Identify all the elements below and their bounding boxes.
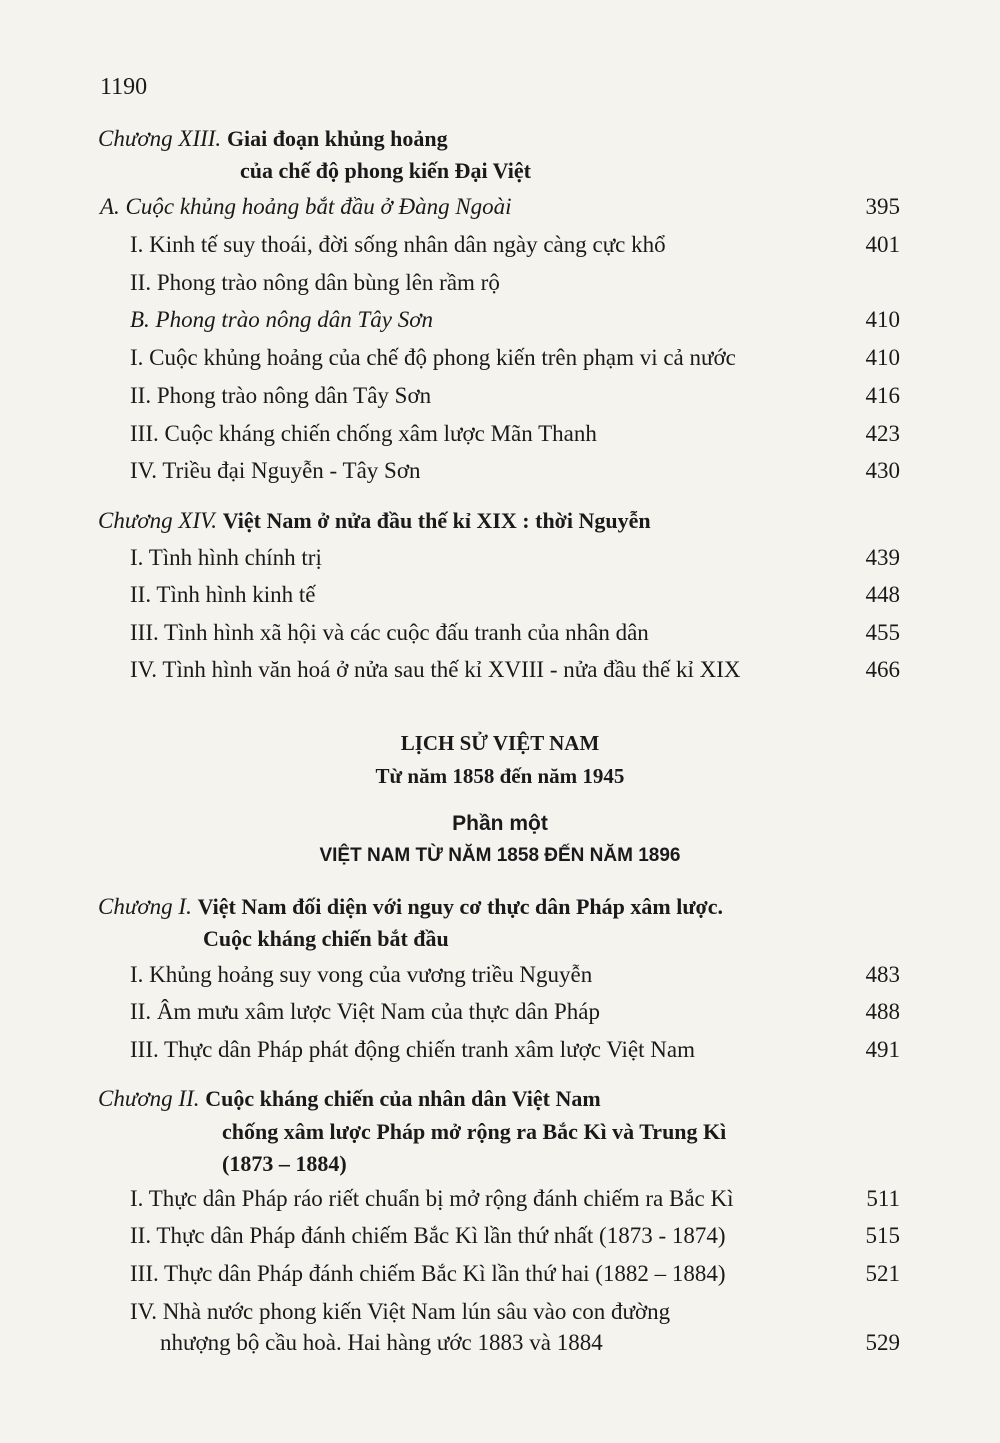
- page-ref-13b: 410: [865, 307, 900, 332]
- page-ref-2-1: 511: [866, 1186, 900, 1211]
- chapter-1-title-line2: Cuộc kháng chiến bắt đầu: [203, 926, 449, 951]
- page-ref-1-3: 491: [865, 1037, 900, 1062]
- toc-entry-13a-1: I. Kinh tế suy thoái, đời sống nhân dân ngày càng cực khổ: [130, 232, 666, 257]
- toc-entry-13b: B. Phong trào nông dân Tây Sơn: [130, 307, 433, 332]
- page-ref-13b-2: 416: [865, 383, 900, 408]
- toc-entry-2-4-line1: IV. Nhà nước phong kiến Việt Nam lún sâu vào con đường: [130, 1299, 671, 1324]
- page-ref-13b-3: 423: [865, 421, 900, 446]
- toc-entry-14-1: I. Tình hình chính trị: [130, 545, 322, 570]
- page-ref-2-2: 515: [865, 1223, 900, 1248]
- page-ref-13a: 395: [865, 194, 900, 219]
- chapter-13-label: Chương XIII.: [98, 126, 222, 151]
- chapter-2-title-line2: chống xâm lược Pháp mở rộng ra Bắc Kì và Trung Kì: [222, 1119, 727, 1144]
- toc-entry-14-4: IV. Tình hình văn hoá ở nửa sau thế kỉ XVIII - nửa đầu thế kỉ XIX: [130, 657, 741, 682]
- part-label: Phần một: [452, 812, 548, 835]
- toc-entry-14-3: III. Tình hình xã hội và các cuộc đấu tranh của nhân dân: [130, 620, 649, 645]
- page-ref-2-3: 521: [865, 1261, 900, 1286]
- chapter-14-label: Chương XIV.: [98, 508, 217, 533]
- toc-entry-13b-1: I. Cuộc khủng hoảng của chế độ phong kiến trên phạm vi cả nước: [130, 345, 736, 370]
- chapter-2-title-line3: (1873 – 1884): [222, 1151, 347, 1176]
- page-ref-14-3: 455: [865, 620, 900, 645]
- toc-entry-2-3: III. Thực dân Pháp đánh chiếm Bắc Kì lần thứ hai (1882 – 1884): [130, 1261, 726, 1286]
- toc-entry-13a-2: II. Phong trào nông dân bùng lên rầm rộ: [130, 270, 500, 295]
- toc-entry-2-1: I. Thực dân Pháp ráo riết chuẩn bị mở rộng đánh chiếm ra Bắc Kì: [130, 1186, 734, 1211]
- toc-entry-13b-4: IV. Triều đại Nguyễn - Tây Sơn: [130, 458, 421, 483]
- page-ref-13a-1: 401: [865, 232, 900, 257]
- page-ref-13b-1: 410: [865, 345, 900, 370]
- toc-entry-1-3: III. Thực dân Pháp phát động chiến tranh xâm lược Việt Nam: [130, 1037, 695, 1062]
- part-heading: VIỆT NAM TỪ NĂM 1858 ĐẾN NĂM 1896: [319, 845, 681, 866]
- chapter-13-title-line1: Giai đoạn khủng hoảng: [226, 126, 448, 151]
- chapter-2-label: Chương II.: [98, 1086, 200, 1111]
- toc-entry-13b-2: II. Phong trào nông dân Tây Sơn: [130, 383, 432, 408]
- page-number: 1190: [100, 74, 148, 100]
- page-ref-13b-4: 430: [865, 458, 900, 483]
- toc-entry-14-2: II. Tình hình kinh tế: [130, 582, 316, 607]
- part-subtitle: Từ năm 1858 đến năm 1945: [375, 764, 625, 788]
- toc-entry-1-2: II. Âm mưu xâm lược Việt Nam của thực dân Pháp: [130, 999, 600, 1024]
- toc-entry-2-2: II. Thực dân Pháp đánh chiếm Bắc Kì lần thứ nhất (1873 - 1874): [130, 1223, 726, 1248]
- page-ref-1-1: 483: [865, 962, 900, 987]
- chapter-13-title-line2: của chế độ phong kiến Đại Việt: [240, 158, 531, 183]
- chapter-1-heading: [98, 892, 723, 922]
- chapter-2-title-line1: Cuộc kháng chiến của nhân dân Việt Nam: [205, 1086, 601, 1111]
- chapter-14-heading: [98, 506, 651, 536]
- chapter-1-title-line1: Việt Nam đối diện với nguy cơ thực dân Pháp xâm lược.: [197, 894, 723, 919]
- chapter-1-label: Chương I.: [98, 894, 192, 919]
- toc-entry-13a: A. Cuộc khủng hoảng bắt đầu ở Đàng Ngoài: [100, 194, 512, 219]
- page-ref-2-4: 529: [865, 1330, 900, 1355]
- page-ref-1-2: 488: [865, 999, 900, 1024]
- chapter-14-title: Việt Nam ở nửa đầu thế kỉ XIX : thời Nguyễn: [222, 508, 651, 533]
- chapter-2-heading: [98, 1084, 601, 1114]
- part-title: LỊCH SỬ VIỆT NAM: [400, 731, 600, 755]
- page-ref-14-1: 439: [865, 545, 900, 570]
- toc-entry-2-4-line2: nhượng bộ cầu hoà. Hai hàng ước 1883 và 1884: [160, 1330, 603, 1355]
- page-ref-14-2: 448: [865, 582, 900, 607]
- toc-entry-13b-3: III. Cuộc kháng chiến chống xâm lược Mãn Thanh: [130, 421, 597, 446]
- chapter-13-heading: [98, 124, 448, 154]
- toc-entry-1-1: I. Khủng hoảng suy vong của vương triều Nguyễn: [130, 962, 593, 987]
- page-ref-14-4: 466: [865, 657, 900, 682]
